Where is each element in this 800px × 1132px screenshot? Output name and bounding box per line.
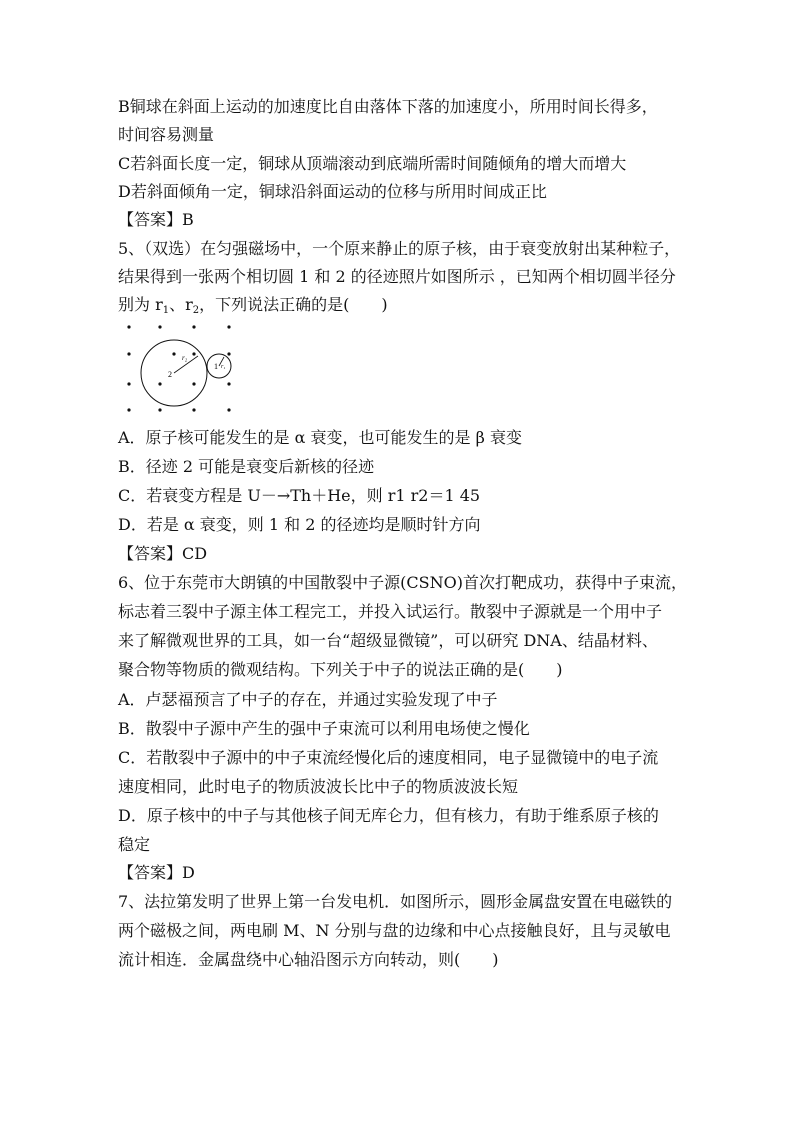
q5-option-b: B．径迹 2 可能是衰变后新核的径迹 xyxy=(118,457,375,476)
field-dot xyxy=(158,382,161,385)
field-dot xyxy=(127,408,130,411)
label-r1: r₁ xyxy=(221,364,226,370)
field-dot xyxy=(227,382,230,385)
field-dot xyxy=(127,352,130,355)
tangent-circles-figure xyxy=(118,318,258,418)
radius-suffix: ，下列说法正确的是( ) xyxy=(199,295,388,314)
option-c: C若斜面长度一定，铜球从顶端滚动到底端所需时间随倾角的增大而增大 xyxy=(118,154,627,173)
field-dot xyxy=(192,382,195,385)
question-6-line-3: 来了解微观世界的工具，如一台“超级显微镜”，可以研究 DNA、结晶材料、 xyxy=(118,631,658,650)
option-b-line-1: B铜球在斜面上运动的加速度比自由落体下落的加速度小，所用时间长得多， xyxy=(118,97,658,116)
field-dot xyxy=(227,325,230,328)
answer-4: 【答案】B xyxy=(118,210,194,229)
field-dot xyxy=(227,408,230,411)
option-d: D若斜面倾角一定，铜球沿斜面运动的位移与所用时间成正比 xyxy=(118,182,547,201)
radius-prefix: 别为 r xyxy=(118,295,163,314)
field-dot xyxy=(127,325,130,328)
field-dot xyxy=(192,352,195,355)
option-b-line-2: 时间容易测量 xyxy=(118,125,215,144)
field-dot xyxy=(192,325,195,328)
field-dot xyxy=(158,408,161,411)
radius-sub-1: 1 xyxy=(162,305,170,316)
field-dot xyxy=(227,352,230,355)
field-dot xyxy=(158,325,161,328)
q6-option-c-line-1: C．若散裂中子源中的中子束流经慢化后的速度相同，电子显微镜中的电子流 xyxy=(118,748,659,767)
answer-6: 【答案】D xyxy=(118,863,195,882)
question-7-line-2: 两个磁极之间，两电刷 M、N 分别与盘的边缘和中心点接触良好，且与灵敏电 xyxy=(118,921,671,940)
question-6-line-2: 标志着三裂中子源主体工程完工，并投入试运行。散裂中子源就是一个用中子 xyxy=(118,602,663,621)
q5-option-a: A．原子核可能发生的是 α 衰变，也可能发生的是 β 衰变 xyxy=(118,428,522,447)
q6-option-b: B．散裂中子源中产生的强中子束流可以利用电场使之慢化 xyxy=(118,719,530,738)
label-r2: r₂ xyxy=(182,354,188,362)
label-1: 1 xyxy=(214,362,218,371)
q6-option-a: A．卢瑟福预言了中子的存在，并通过实验发现了中子 xyxy=(118,690,498,709)
field-dot xyxy=(172,352,175,355)
question-5-line-2: 结果得到一张两个相切圆 1 和 2 的径迹照片如图所示 ，已知两个相切圆半径分 xyxy=(118,267,676,286)
radius-sub-2: 2 xyxy=(192,305,200,316)
field-dot xyxy=(127,382,130,385)
radius-mid: 、r xyxy=(169,295,193,314)
question-5-line-1: 5、（双选）在匀强磁场中，一个原来静止的原子核，由于衰变放射出某种粒子， xyxy=(118,239,681,258)
q5-option-d: D．若是 α 衰变，则 1 和 2 的径迹均是顺时针方向 xyxy=(118,515,481,534)
answer-5: 【答案】CD xyxy=(118,544,208,563)
question-7-line-1: 7、法拉第发明了世界上第一台发电机．如图所示，圆形金属盘安置在电磁铁的 xyxy=(118,892,673,911)
question-6-line-1: 6、位于东莞市大朗镇的中国散裂中子源(CSNO)首次打靶成功，获得中子束流， xyxy=(118,573,687,592)
question-7-line-3: 流计相连．金属盘绕中心轴沿图示方向转动，则( ) xyxy=(118,950,499,969)
q5-option-c: C．若衰变方程是 U－→Th＋He，则 r1 r2＝1 45 xyxy=(118,486,481,505)
q6-option-d-line-2: 稳定 xyxy=(118,835,151,854)
q6-option-c-line-2: 速度相同，此时电子的物质波波长比中子的物质波波长短 xyxy=(118,777,519,796)
question-6-line-4: 聚合物等物质的微观结构。下列关于中子的说法正确的是( ) xyxy=(118,660,563,679)
q6-option-d-line-1: D．原子核中的中子与其他核子间无库仑力，但有核力，有助于维系原子核的 xyxy=(118,806,659,825)
field-dot xyxy=(192,408,195,411)
label-2: 2 xyxy=(168,370,172,379)
